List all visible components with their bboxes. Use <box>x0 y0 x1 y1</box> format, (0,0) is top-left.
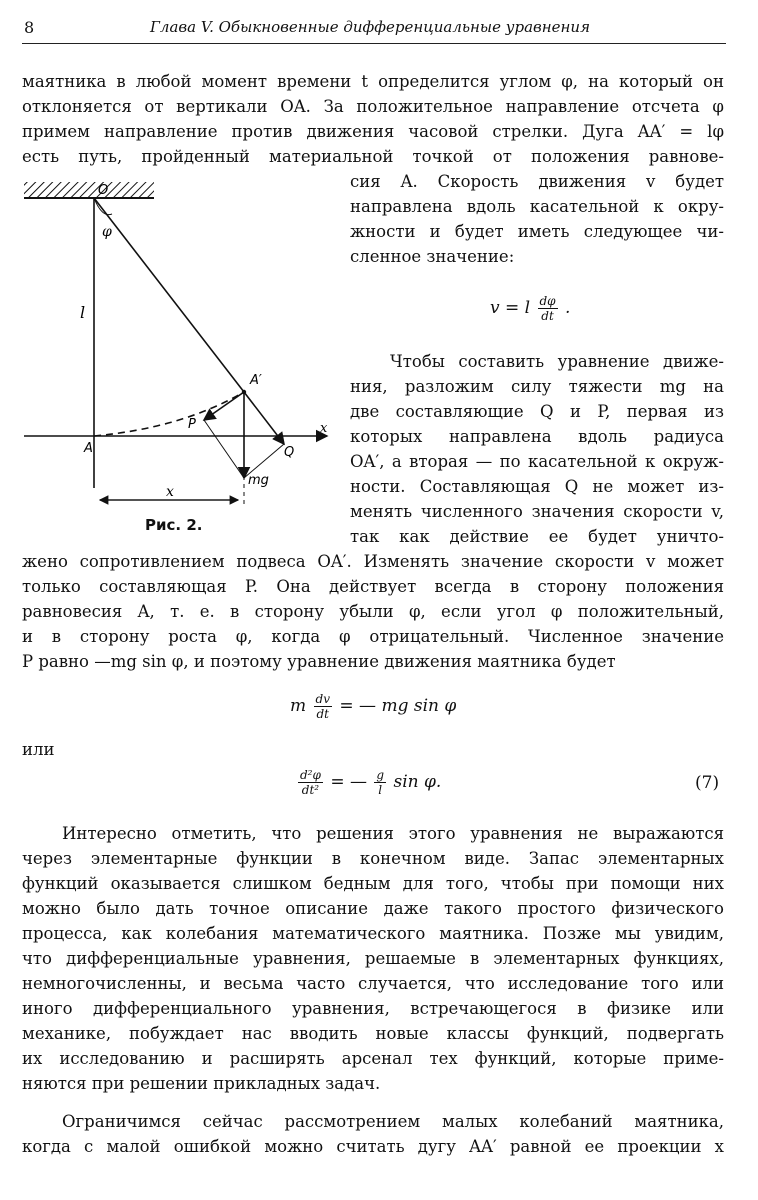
text-line: которых направлена вдоль радиуса <box>350 427 724 446</box>
label-l: l <box>80 303 86 322</box>
fraction <box>374 768 386 797</box>
text-line: отклоняется от вертикали OA. За положительное направление отсчета φ <box>22 97 724 116</box>
text-line: немногочисленны, и весьма часто случается, что исследование того или <box>22 974 724 993</box>
text-line: их исследованию и расширять арсенал тех функций, которые приме- <box>22 1049 724 1068</box>
fraction-numerator: d²φ <box>300 768 321 782</box>
ceiling-hatch <box>24 182 154 198</box>
text-line: иного дифференциального уравнения, встречающегося в физике или <box>22 999 724 1018</box>
formula-lhs: v = l <box>490 298 531 318</box>
label-mg: mg <box>248 473 269 488</box>
text-line: менять численного значения скорости v, <box>350 502 724 521</box>
equation-number: (7) <box>695 773 720 793</box>
text-line: механике, побуждает нас вводить новые классы функций, подвергать <box>22 1024 724 1043</box>
text-line: функций оказывается слишком бедным для того, чтобы при помощи них <box>22 874 724 893</box>
fraction-numerator: dv <box>315 692 330 706</box>
text-line: только составляющая P. Она действует всегда в сторону положения <box>22 577 724 596</box>
formula-motion <box>290 692 456 721</box>
force-p-arrow <box>204 392 244 420</box>
formula-velocity <box>490 294 570 323</box>
text-line: есть путь, пройденный материальной точкой от положения равнове- <box>22 147 724 166</box>
formula-7 <box>296 768 441 797</box>
parallelogram-line <box>204 420 244 478</box>
formula-mid: = — <box>330 772 367 792</box>
text-line: OA′, а вторая — по касательной к окруж- <box>350 452 724 471</box>
text-line: Интересно отметить, что решения этого уравнения не выражаются <box>62 824 724 843</box>
fraction-numerator: dφ <box>539 294 556 308</box>
text-line: сленное значение: <box>350 247 515 266</box>
pendulum-rod <box>94 198 244 392</box>
fraction-denominator: dt <box>541 309 554 323</box>
text-line: няются при решении прикладных задач. <box>22 1074 381 1093</box>
fraction <box>314 692 332 721</box>
fraction-numerator: g <box>376 768 385 782</box>
running-head: Глава V. Обыкновенные дифференциальные уравнения <box>150 18 591 36</box>
label-q: Q <box>284 445 295 460</box>
fraction <box>538 294 558 323</box>
text-line: Ограничимся сейчас рассмотрением малых колебаний маятника, <box>62 1112 724 1131</box>
label-a-prime: A′ <box>250 373 262 388</box>
text-line: примем направление против движения часовой стрелки. Дуга AA′ = lφ <box>22 122 724 141</box>
fraction <box>298 768 323 797</box>
text-line: процесса, как колебания математического маятника. Позже мы увидим, <box>22 924 724 943</box>
text-line: направлена вдоль касательной к окру- <box>350 197 724 216</box>
formula-rhs: = — mg sin φ <box>339 696 457 716</box>
text-line: Чтобы составить уравнение движе- <box>390 352 724 371</box>
text-line: две составляющие Q и P, первая из <box>350 402 724 421</box>
formula-lhs: m <box>290 696 307 716</box>
text-line: через элементарные функции в конечном виде. Запас элементарных <box>22 849 724 868</box>
label-o: O <box>98 183 109 198</box>
label-phi: φ <box>102 224 112 240</box>
header-rule <box>22 43 726 44</box>
text-line: P равно —mg sin φ, и поэтому уравнение движения маятника будет <box>22 652 616 671</box>
arc-path <box>94 392 244 436</box>
text-line: что дифференциальные уравнения, решаемые в элементарных функциях, <box>22 949 724 968</box>
point-a-prime <box>242 390 246 394</box>
text-line: и в сторону роста φ, когда φ отрицательный. Численное значение <box>22 627 724 646</box>
label-p: P <box>188 417 196 432</box>
text-line: жности и будет иметь следующее чи- <box>350 222 724 241</box>
text-line: равновесия A, т. е. в сторону убыли φ, если угол φ положительный, <box>22 602 724 621</box>
label-x-axis: x <box>320 421 328 436</box>
figure-caption: Рис. 2. <box>145 516 203 534</box>
text-line: маятника в любой момент времени t определится углом φ, на который он <box>22 72 724 91</box>
page-number: 8 <box>24 18 35 37</box>
fraction-denominator: dt <box>316 707 330 721</box>
word-or: или <box>22 740 55 759</box>
text-line: сия A. Скорость движения v будет <box>350 172 724 191</box>
text-line: ния, разложим силу тяжести mg на <box>350 377 724 396</box>
text-line: жено сопротивлением подвеса OA′. Изменять значение скорости v может <box>22 552 724 571</box>
text-line: можно было дать точное описание даже такого простого физического <box>22 899 724 918</box>
text-line: так как действие ее будет уничто- <box>350 527 724 546</box>
label-x-distance: x <box>166 484 174 500</box>
pendulum-figure <box>22 178 340 516</box>
formula-tail: . <box>565 298 571 318</box>
text-line: когда с малой ошибкой можно считать дугу AA′ равной ее проекции x <box>22 1137 724 1156</box>
label-a: A <box>84 441 93 456</box>
fraction-denominator: dt² <box>301 783 320 797</box>
formula-rhs: sin φ. <box>393 772 442 792</box>
fraction-denominator: l <box>378 783 383 797</box>
text-line: ности. Составляющая Q не может из- <box>350 477 724 496</box>
